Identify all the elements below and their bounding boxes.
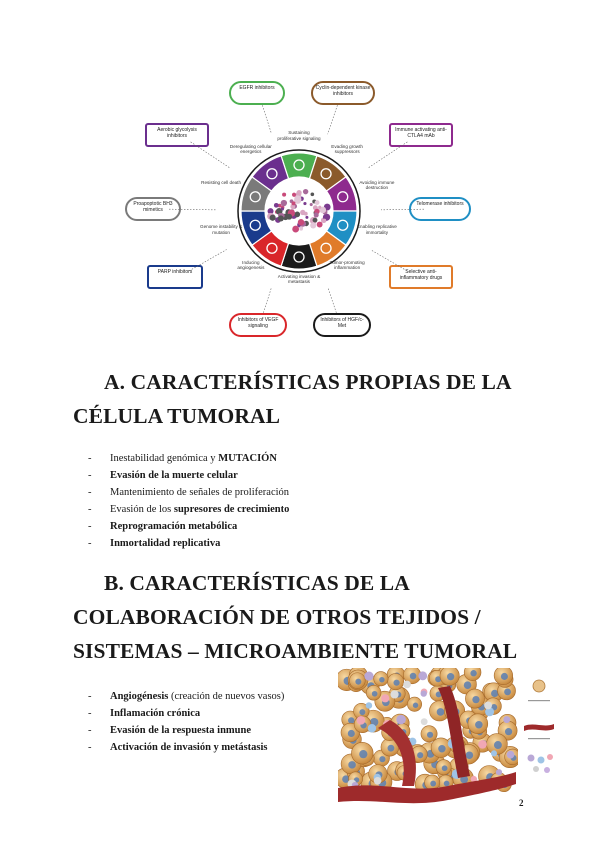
therapy-box-text: Inhibitors of HGF/c-Met	[320, 317, 364, 329]
therapy-box	[390, 124, 452, 146]
cell-nucleus	[372, 691, 378, 697]
immune-cell	[478, 740, 487, 749]
hallmark-label-text: Avoiding immune destruction	[359, 179, 395, 191]
core-cell	[318, 206, 321, 209]
connector-arrow	[262, 105, 271, 134]
list-item: - Evasión de los supresores de crecimiento	[88, 501, 289, 518]
cell-nucleus	[379, 677, 384, 682]
hallmark-label-text: Resisting cell death	[201, 179, 242, 185]
connector-arrow	[328, 105, 338, 134]
immune-cell	[496, 769, 502, 775]
hallmark-label	[229, 144, 273, 164]
core-cell	[298, 219, 304, 225]
hallmark-label	[199, 180, 243, 200]
therapy-box-text: PARP inhibitors	[157, 269, 193, 275]
immune-cell	[418, 671, 427, 680]
core-cell	[282, 193, 286, 197]
cell-nucleus	[475, 721, 483, 729]
core-cell	[292, 226, 299, 233]
therapy-box-text: EGFR inhibitors	[239, 85, 275, 91]
cell-nucleus	[417, 752, 423, 758]
immune-cell	[421, 690, 427, 696]
immune-cell	[491, 750, 497, 756]
list-item: - Inmortalidad replicativa	[88, 535, 289, 552]
connector-arrow	[369, 142, 408, 168]
cell-nucleus	[348, 761, 356, 769]
list-item: - Inflamación crónica	[88, 705, 284, 722]
section-b-list	[88, 688, 284, 756]
therapy-box	[314, 314, 370, 336]
core-cell	[296, 190, 301, 195]
cell-nucleus	[348, 717, 354, 723]
tumor-microenvironment-illustration	[338, 668, 562, 808]
hallmark-label-text: Enabling replicative immortality	[356, 224, 397, 235]
therapy-box-text: Telomerase inhibitors	[416, 201, 464, 207]
core-cell	[294, 195, 301, 202]
cell-nucleus	[494, 741, 502, 749]
core-cell	[322, 219, 326, 223]
cell-nucleus	[348, 730, 355, 737]
core-cell	[315, 200, 320, 205]
section-b-title-line1: B. CARACTERÍSTICAS DE LA	[104, 571, 410, 595]
therapy-box-text: Selective anti-inflammatory drugs	[399, 269, 443, 281]
hallmark-label	[277, 130, 321, 150]
hallmark-label	[325, 260, 369, 280]
therapy-box	[410, 198, 470, 220]
section-a-title-line2: CÉLULA TUMORAL	[73, 404, 281, 428]
cell-nucleus	[437, 708, 445, 716]
immune-cell	[390, 690, 398, 698]
core-cell	[299, 227, 303, 231]
list-item: - Inestabilidad genómica y MUTACIÓN	[88, 450, 289, 467]
hallmark-label-text: Activating invasion & metastasis	[277, 273, 321, 285]
immune-cell	[507, 751, 515, 759]
core-cell	[281, 200, 287, 206]
hallmark-label-text: Evading growth suppressors	[331, 143, 363, 155]
hallmarks-figure	[118, 80, 480, 342]
therapy-box	[390, 266, 452, 288]
core-cell	[286, 214, 292, 220]
cell-nucleus	[410, 673, 417, 680]
immune-cell	[357, 716, 366, 725]
list-item: - Activación de invasión y metástasis	[88, 739, 284, 756]
list-item: - Angiogénesis (creación de nuevos vasos)	[88, 688, 284, 705]
hallmark-label-text: Deregulating cellular energetics	[229, 143, 272, 155]
therapy-box	[126, 198, 180, 220]
connector-arrow	[189, 250, 226, 271]
immune-cell	[403, 681, 411, 689]
list-item: - Mantenimiento de señales de proliferación	[88, 484, 289, 501]
cell-nucleus	[472, 696, 479, 703]
core-cell	[310, 203, 313, 206]
therapy-box-text: Proapoptotic BH3 mimetics	[133, 201, 173, 213]
immune-cell	[368, 724, 376, 732]
hallmarks-wheel	[118, 80, 480, 342]
section-a-list	[88, 450, 289, 552]
cell-nucleus	[359, 750, 367, 758]
hallmark-label-text: Sustaining proliferative signaling	[277, 130, 321, 141]
section-b-title-line2: COLABORACIÓN DE OTROS TEJIDOS /	[73, 605, 481, 629]
core-cell	[305, 216, 308, 219]
therapy-box-text: Cyclin-dependent kinase inhibitors	[315, 85, 371, 97]
cell-nucleus	[501, 673, 508, 680]
hallmark-label	[355, 224, 399, 244]
core-cell	[303, 189, 308, 194]
section-b-title-line3: SISTEMAS – MICROAMBIENTE TUMORAL	[73, 639, 518, 663]
cell-nucleus	[466, 751, 474, 759]
therapy-box	[146, 124, 208, 146]
cell-nucleus	[470, 670, 476, 676]
immune-cell	[364, 671, 373, 680]
therapy-box	[312, 82, 374, 104]
core-cell	[317, 222, 323, 228]
hallmark-label-text: Tumor-promoting inflammation	[329, 260, 365, 271]
list-item: - Evasión de la muerte celular	[88, 467, 289, 484]
core-cell	[310, 222, 316, 228]
list-item: - Reprogramación metabólica	[88, 518, 289, 535]
core-cell	[303, 202, 306, 205]
hallmark-label-text: Genome instability & mutation	[200, 224, 243, 235]
therapy-box-text: Aerobic glycolysis inhibitors	[157, 127, 197, 139]
immune-cell	[381, 694, 389, 702]
cell-nucleus	[444, 781, 450, 787]
immune-cell	[374, 777, 382, 785]
therapy-box	[230, 82, 284, 104]
core-cell	[281, 207, 284, 210]
cell-nucleus	[447, 673, 454, 680]
immune-cell	[484, 702, 492, 710]
cell-nucleus	[438, 745, 445, 752]
core-cell	[311, 192, 315, 196]
immune-cell	[421, 718, 428, 725]
core-cell	[314, 213, 319, 218]
list-item: - Evasión de la respuesta inmune	[88, 722, 284, 739]
therapy-box	[148, 266, 202, 288]
hallmark-label	[277, 274, 321, 294]
cell-nucleus	[430, 781, 436, 787]
immune-cell	[396, 715, 406, 725]
cell-nucleus	[464, 681, 472, 689]
section-a-title-line1: A. CARACTERÍSTICAS PROPIAS DE LA	[104, 370, 512, 394]
connector-arrow	[328, 288, 336, 313]
immune-cell	[503, 716, 510, 723]
core-cell	[304, 212, 308, 216]
cell-nucleus	[359, 709, 365, 715]
hallmark-label	[199, 224, 243, 244]
core-cell	[278, 215, 284, 221]
core-cell	[292, 193, 296, 197]
cell-nucleus	[427, 732, 433, 738]
core-cell	[313, 218, 318, 223]
cell-nucleus	[504, 688, 511, 695]
cell-nucleus	[442, 765, 448, 771]
core-cell	[321, 208, 325, 212]
hallmark-label	[229, 260, 273, 280]
cell-nucleus	[393, 680, 399, 686]
core-cell	[270, 215, 276, 221]
cell-nucleus	[413, 703, 418, 708]
connector-arrow	[191, 142, 230, 168]
therapy-box-text: Immune activating anti-CTLA4 mAb	[395, 127, 447, 139]
cell-nucleus	[388, 745, 395, 752]
therapy-box-text: Inhibitors of VEGF signaling	[237, 317, 279, 329]
core-cell	[292, 201, 296, 205]
connector-arrow	[263, 288, 271, 313]
therapy-box	[230, 314, 286, 336]
core-cell	[294, 212, 300, 218]
cell-nucleus	[379, 756, 385, 762]
page-number: 2	[519, 798, 524, 808]
hallmark-label	[325, 144, 369, 164]
hallmark-label-text: Inducing angiogenesis	[237, 260, 265, 271]
cell-nucleus	[355, 679, 361, 685]
hallmark-label	[355, 180, 399, 200]
cell-nucleus	[505, 728, 512, 735]
immune-cell	[366, 702, 373, 709]
core-cell	[274, 203, 279, 208]
